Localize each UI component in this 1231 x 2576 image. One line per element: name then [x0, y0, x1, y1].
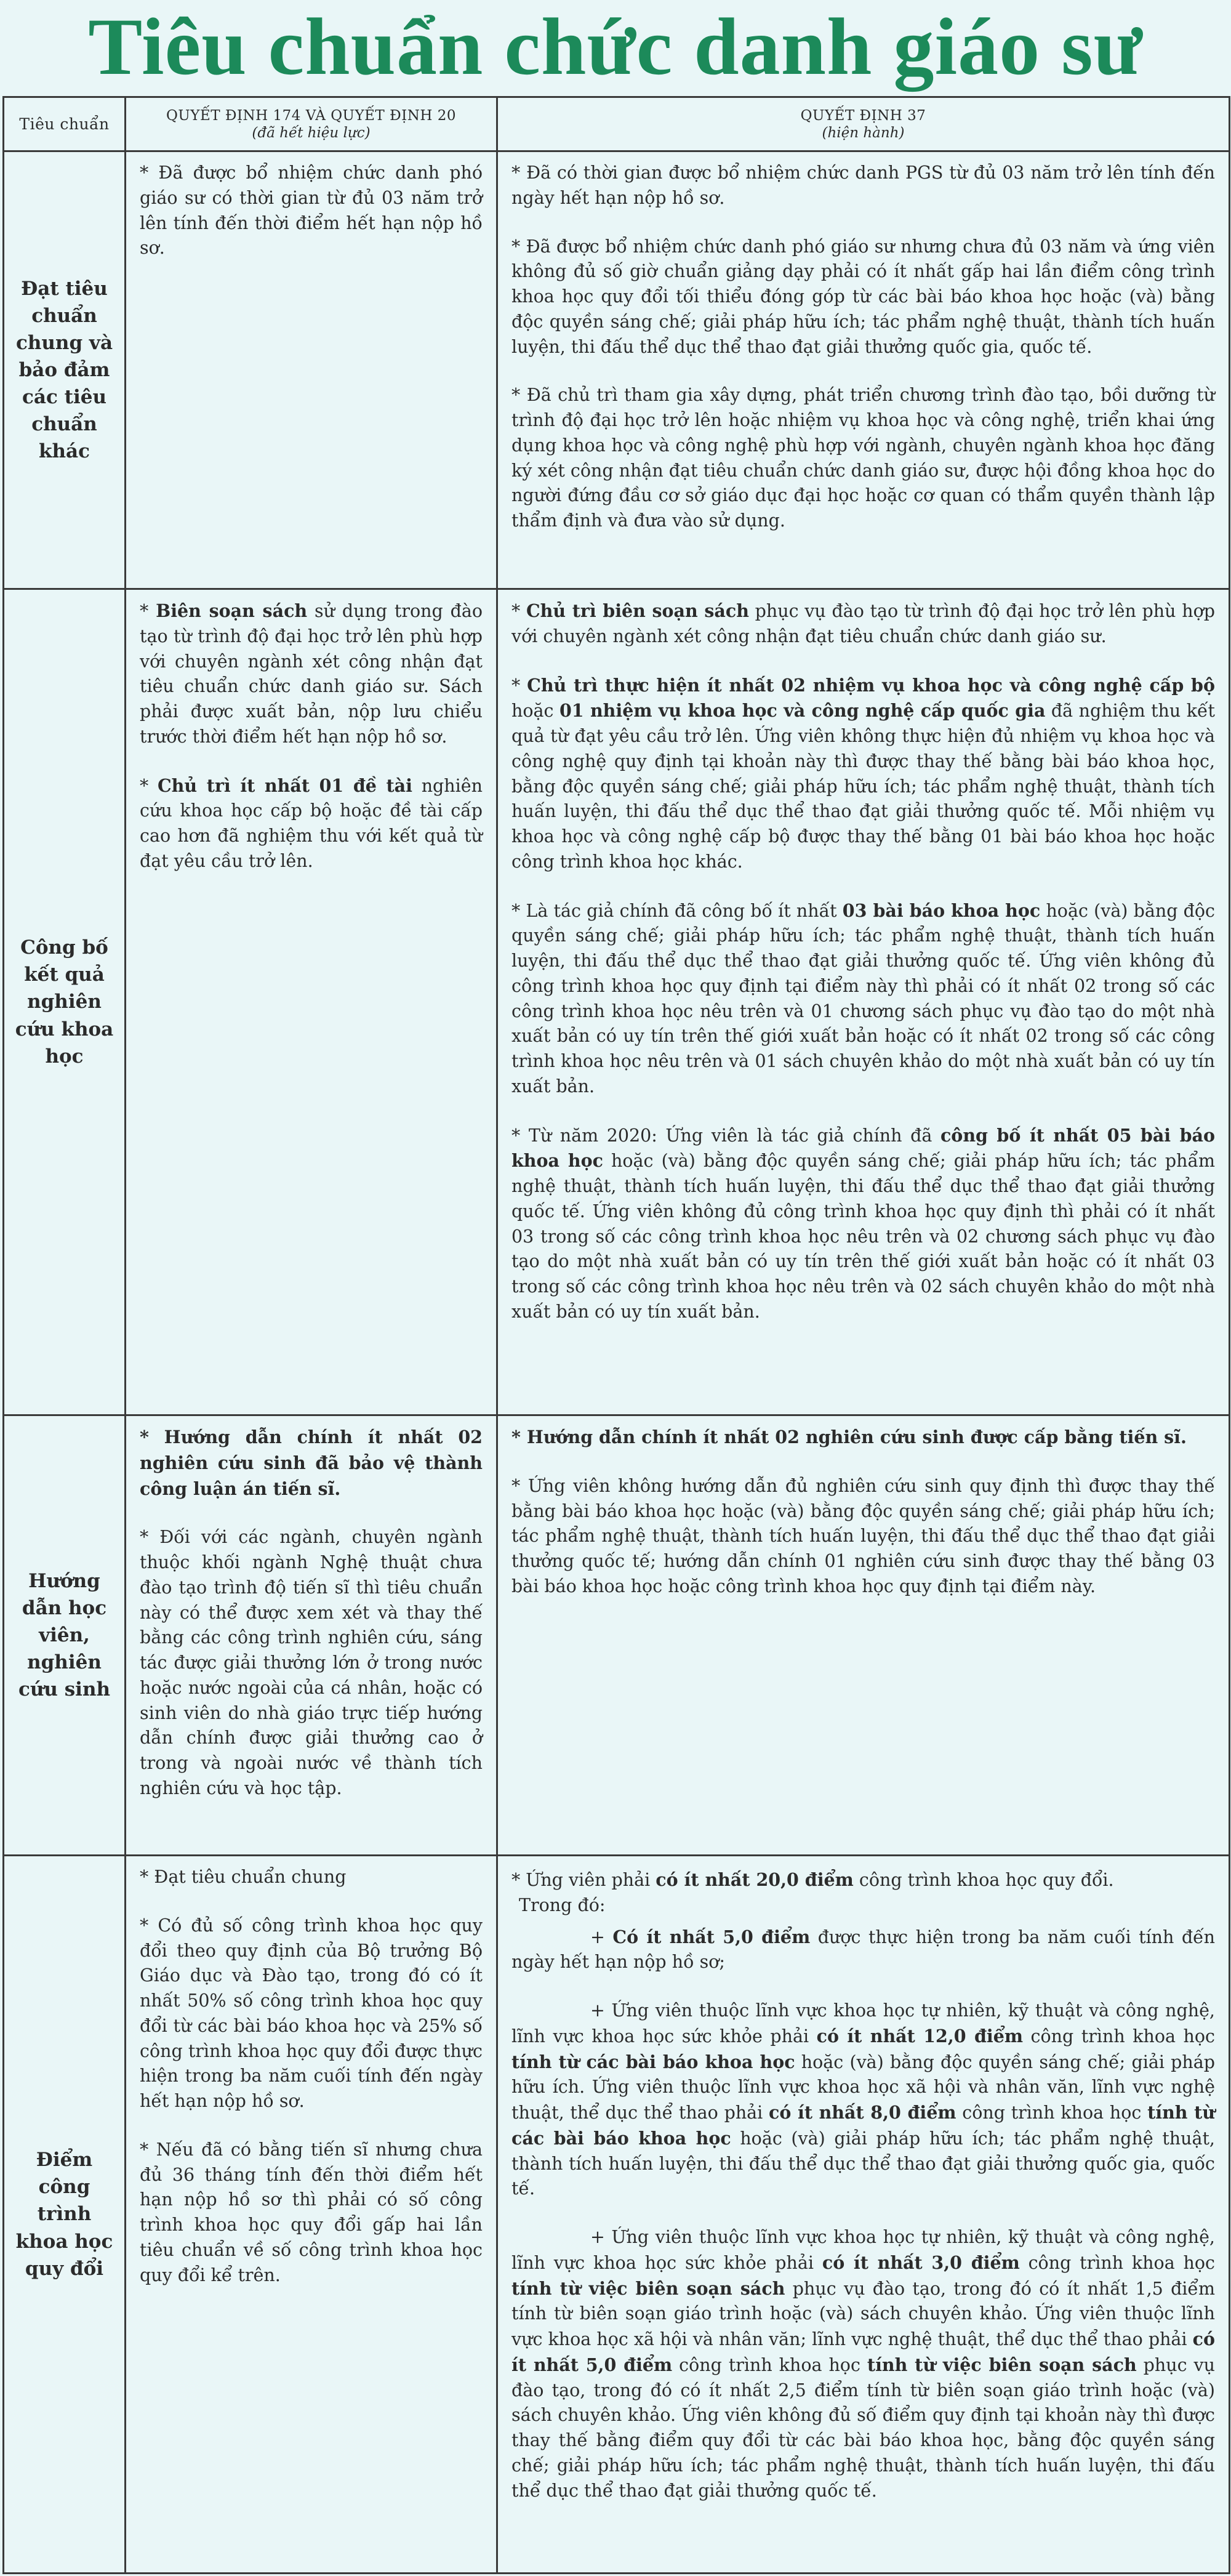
rule-paragraph [511, 1123, 1215, 1325]
rule-paragraph [140, 773, 483, 874]
old-rule-list [140, 1865, 483, 2288]
header-new-decision [497, 97, 1230, 151]
criteria-table [2, 96, 1230, 2574]
emphasis-text: Biên soạn sách [156, 600, 308, 621]
header-old-status: (đã hết hiệu lực) [252, 124, 371, 141]
rule-text: * [511, 675, 527, 696]
old-rule-cell [126, 1856, 497, 2574]
rule-paragraph [140, 1425, 483, 1502]
emphasis-text: Có ít nhất 5,0 điểm [612, 1926, 811, 1947]
criterion-cell: Điểm công trình khoa học quy đổi [4, 1856, 126, 2574]
emphasis-text: * Hướng dẫn chính ít nhất 02 nghiên cứu sinh được cấp bằng tiến sĩ. [511, 1427, 1187, 1447]
table-row [4, 1856, 1230, 2574]
rule-text: * Là tác giả chính đã công bố ít nhất [511, 900, 843, 921]
rule-text: * Ứng viên phải [511, 1870, 656, 1890]
rule-text: * Đã chủ trì tham gia xây dựng, phát triển chương trình đào tạo, bồi dưỡng từ trình độ đại học trở lên hoặc nhiệm vụ khoa học và công nghệ, triển khai ứng dụng khoa học và công nghệ phù hợp với ngành, chuyên ngành khoa học đăng ký xét công nhận đạt tiêu chuẩn chức danh giáo sư, được hội đồng khoa học do người đứng đầu cơ sở giáo dục đại học hoặc cơ quan có thẩm quyền thành lập thẩm định và đưa vào sử dụng. [511, 385, 1215, 531]
emphasis-text: có ít nhất 12,0 điểm [816, 2025, 1024, 2047]
rule-text: * [140, 775, 158, 796]
table-row [4, 589, 1230, 1415]
old-rule-list [140, 598, 483, 874]
criterion-cell: Công bố kết quả nghiên cứu khoa học [4, 589, 126, 1415]
emphasis-text: có ít nhất 8,0 điểm [769, 2102, 956, 2123]
rule-text: nghiên cứu khoa học cấp bộ hoặc đề tài cấp cao hơn đã nghiệm thu với kết quả từ đạt yêu cầu trở lên. [140, 775, 483, 871]
new-rule-cell [497, 1415, 1230, 1856]
rule-text: hoặc (và) bằng độc quyền sáng chế; giải pháp hữu ích; tác phẩm nghệ thuật, thành tích huấn luyện, thi đấu thể dục thể thao đạt giải thưởng quốc tế. Ứng viên không đủ công trình khoa học quy định thì phải có ít nhất 03 trong số các công trình khoa học nêu trên và 02 chương sách phục vụ đào tạo do một nhà xuất bản có uy tín trên thế giới xuất bản hoặc có ít nhất 03 trong số các công trình khoa học nêu trên và 02 sách chuyên khảo do một nhà xuất bản có uy tín xuất bản. [511, 1151, 1216, 1322]
rule-paragraph [140, 1525, 483, 1801]
rule-text: * Đối với các ngành, chuyên ngành thuộc khối ngành Nghệ thuật chưa đào tạo trình độ tiến sĩ thì tiêu chuẩn này có thể được xem xét và thay thế bằng các công trình nghiên cứu, sáng tác được giải thưởng lớn ở trong nước hoặc nước ngoài của cá nhân, hoặc có sinh viên do nhà giáo trực tiếp hướng dẫn chính được giải thưởng cao ở trong và ngoài nước về thành tích nghiên cứu và học tập. [140, 1527, 483, 1798]
rule-paragraph [511, 161, 1215, 211]
rule-text: * Đã được bổ nhiệm chức danh phó giáo sư nhưng chưa đủ 03 năm và ứng viên không đủ số giờ chuẩn giảng dạy phải có ít nhất gấp hai lần điểm công trình khoa học quy đổi tối thiểu đóng góp từ các bài báo khoa học hoặc (và) bằng độc quyền sáng chế; giải pháp hữu ích; tác phẩm nghệ thuật, thành tích huấn luyện, thi đấu thể dục thể thao đạt giải thưởng quốc gia, quốc tế. [511, 236, 1215, 357]
rule-text: * Ứng viên không hướng dẫn đủ nghiên cứu sinh quy định thì được thay thế bằng bài báo khoa học hoặc (và) bằng độc quyền sáng chế; giải pháp hữu ích; tác phẩm nghệ thuật, thành tích huấn luyện, thi đấu thể dục thể thao đạt giải thưởng quốc tế; hướng dẫn chính 01 nghiên cứu sinh được thay thế bằng 03 bài báo khoa học hoặc công trình khoa học quy định tại điểm này. [511, 1475, 1215, 1596]
emphasis-text: Chủ trì thực hiện ít nhất 02 nhiệm vụ khoa học và công nghệ cấp bộ [527, 674, 1215, 696]
rule-text: * Đạt tiêu chuẩn chung [140, 1867, 347, 1887]
rule-paragraph [140, 1865, 483, 1890]
new-rule-item [511, 1925, 1215, 1976]
new-rule-cell [497, 151, 1230, 589]
emphasis-text: tính từ việc biên soạn sách [867, 2354, 1137, 2375]
emphasis-text: * Hướng dẫn chính ít nhất 02 nghiên cứu sinh đã bảo vệ thành công luận án tiến sĩ. [140, 1427, 483, 1499]
rule-text: hoặc (và) bằng độc quyền sáng chế; giải pháp hữu ích. Ứng viên thuộc lĩnh vực khoa học xã hội và nhân văn, lĩnh vực nghệ thuật, thể dục thể thao phải [511, 2051, 1215, 2123]
header-old-title: QUYẾT ĐỊNH 174 VÀ QUYẾT ĐỊNH 20 [166, 107, 456, 124]
new-rule-cell [497, 1856, 1230, 2574]
new-rule-list [511, 1425, 1215, 1600]
rule-text: + [590, 1926, 613, 1947]
rule-paragraph [511, 383, 1215, 534]
emphasis-text: tính từ các bài báo khoa học [511, 2102, 1215, 2149]
rule-text: + Ứng viên thuộc lĩnh vực khoa học tự nhiên, kỹ thuật và công nghệ, lĩnh vực khoa học sức khỏe phải [511, 2000, 1215, 2047]
rule-text: hoặc (và) giải pháp hữu ích; tác phẩm nghệ thuật, thành tích huấn luyện, thi đấu thể dục thể thao đạt giải thưởng quốc gia, quốc tế. [511, 2128, 1215, 2199]
old-rule-cell [126, 151, 497, 589]
emphasis-text: Chủ trì ít nhất 01 đề tài [158, 775, 412, 796]
rule-paragraph [511, 898, 1215, 1100]
rule-text: được thực hiện trong ba năm cuối tính đến ngày hết hạn nộp hồ sơ; [511, 1926, 1215, 1973]
table-row [4, 1415, 1230, 1856]
rule-text: * Đã được bổ nhiệm chức danh phó giáo sư có thời gian từ đủ 03 năm trở lên tính đến thời điểm hết hạn nộp hồ sơ. [140, 163, 483, 259]
emphasis-text: 03 bài báo khoa học [842, 900, 1041, 921]
rule-paragraph [140, 598, 483, 750]
rule-text: sử dụng trong đào tạo từ trình độ đại học trở lên phù hợp với chuyên ngành xét công nhận đạt tiêu chuẩn chức danh giáo sư. Sách phải được xuất bản, nộp lưu chiểu trước thời điểm hết hạn nộp hồ sơ. [140, 601, 483, 747]
old-rule-list [140, 161, 483, 261]
old-rule-cell [126, 1415, 497, 1856]
header-old-decision [126, 97, 497, 151]
criterion-cell: Hướng dẫn học viên, nghiên cứu sinh [4, 1415, 126, 1856]
table-header-row [4, 97, 1230, 151]
emphasis-text: tính từ việc biên soạn sách [511, 2277, 785, 2299]
new-rule-item [511, 2225, 1215, 2503]
new-rule-cell [497, 589, 1230, 1415]
new-rule-list [511, 161, 1215, 534]
rule-text: phục vụ đào tạo, trong đó có ít nhất 1,5 điểm tính từ biên soạn giáo trình hoặc (và) sách chuyên khảo. Ứng viên thuộc lĩnh vực khoa học xã hội và nhân văn; lĩnh vực nghệ thuật, thể dục thể thao phải [511, 2278, 1215, 2349]
rule-text: công trình khoa học [1023, 2026, 1216, 2047]
rule-paragraph [511, 673, 1215, 875]
rule-text: * Có đủ số công trình khoa học quy đổi theo quy định của Bộ trưởng Bộ Giáo dục và Đào tạo, trong đó có ít nhất 50% số công trình khoa học quy đổi từ các bài báo khoa học và 25% số công trình khoa học quy đổi được thực hiện trong ba năm cuối tính đến ngày hết hạn nộp hồ sơ. [140, 1915, 483, 2111]
rule-paragraph [511, 1474, 1215, 1600]
emphasis-text: có ít nhất 5,0 điểm [511, 2328, 1215, 2375]
header-new-status: (hiện hành) [822, 124, 905, 141]
new-rule-item [511, 1998, 1215, 2202]
emphasis-text: tính từ các bài báo khoa học [511, 2051, 795, 2072]
rule-paragraph [511, 598, 1215, 650]
rule-text: phục vụ đào tạo từ trình độ đại học trở lên phù hợp với chuyên ngành xét công nhận đạt tiêu chuẩn chức danh giáo sư. [511, 601, 1215, 646]
rule-text: đã nghiệm thu kết quả từ đạt yêu cầu trở lên. Ứng viên không thực hiện đủ nhiệm vụ khoa học và công nghệ quy định tại khoản này thì được thay thế bằng bài báo khoa học, bằng độc quyền sáng chế; giải pháp hữu ích; tác phẩm nghệ thuật, thành tích huấn luyện, thi đấu thể dục thể thao đạt giải thưởng quốc tế. Mỗi nhiệm vụ khoa học và công nghệ cấp bộ được thay thế bằng 01 bài báo khoa học hoặc công trình khoa học khác. [511, 701, 1215, 872]
header-new-title: QUYẾT ĐỊNH 37 [800, 107, 926, 124]
old-rule-list [140, 1425, 483, 1801]
rule-paragraph [511, 235, 1215, 360]
rule-text: * Đã có thời gian được bổ nhiệm chức danh PGS từ đủ 03 năm trở lên tính đến ngày hết hạn nộp hồ sơ. [511, 163, 1215, 208]
rule-paragraph [511, 1425, 1215, 1451]
header-criterion: Tiêu chuẩn [4, 97, 126, 151]
emphasis-text: có ít nhất 20,0 điểm [656, 1869, 854, 1890]
rule-text: * Từ năm 2020: Ứng viên là tác giả chính đã [511, 1125, 940, 1146]
rule-paragraph [140, 161, 483, 261]
criterion-cell: Đạt tiêu chuẩn chung và bảo đảm các tiêu chuẩn khác [4, 151, 126, 589]
rule-paragraph [140, 2138, 483, 2288]
new-rule-subheading: Trong đó: [519, 1894, 606, 1915]
page-title: Tiêu chuẩn chức danh giáo sư [88, 1, 1143, 92]
rule-text: hoặc [511, 701, 559, 722]
emphasis-text: 01 nhiệm vụ khoa học và công nghệ cấp quốc gia [559, 700, 1046, 722]
rule-text: hoặc (và) bằng độc quyền sáng chế; giải pháp hữu ích; tác phẩm nghệ thuật, thành tích huấn luyện, thi đấu thể dục thể thao đạt giải thưởng quốc tế. Ứng viên không đủ công trình khoa học quy định tại điểm này thì phải có ít nhất 02 trong số các công trình khoa học nêu trên và 01 chương sách phục vụ đào tạo do một nhà xuất bản có uy tín trên thế giới xuất bản hoặc có ít nhất 02 trong số các công trình khoa học nêu trên và 01 sách chuyên khảo do một nhà xuất bản có uy tín xuất bản. [511, 900, 1215, 1097]
rule-text: * [511, 601, 526, 621]
rule-paragraph [140, 1914, 483, 2114]
rule-text: * [140, 601, 156, 621]
rule-text: phục vụ đào tạo, trong đó có ít nhất 2,5 điểm tính từ biên soạn giáo trình hoặc (và) sách chuyên khảo. Ứng viên không đủ số điểm quy định tại khoản này thì được thay thế bằng điểm quy đổi từ các bài báo khoa học, bằng độc quyền sáng chế; giải pháp hữu ích; tác phẩm nghệ thuật, thành tích huấn luyện, thi đấu thể dục thể thao đạt giải thưởng quốc tế. [511, 2354, 1215, 2501]
new-rule-intro [511, 1867, 1215, 1893]
rule-text: công trình khoa học quy đổi. [853, 1870, 1114, 1890]
new-rule-list [511, 598, 1215, 1325]
old-rule-cell [126, 589, 497, 1415]
emphasis-text: công bố ít nhất 05 bài báo khoa học [511, 1124, 1215, 1172]
rule-text: công trình khoa học [956, 2103, 1148, 2123]
emphasis-text: có ít nhất 3,0 điểm [822, 2252, 1020, 2273]
rule-text: công trình khoa học [672, 2354, 867, 2375]
rule-text: công trình khoa học [1019, 2252, 1216, 2273]
table-row [4, 151, 1230, 589]
emphasis-text: Chủ trì biên soạn sách [526, 600, 749, 621]
rule-text: + Ứng viên thuộc lĩnh vực khoa học tự nhiên, kỹ thuật và công nghệ, lĩnh vực khoa học sức khỏe phải [511, 2227, 1215, 2273]
rule-text: * Nếu đã có bằng tiến sĩ nhưng chưa đủ 36 tháng tính đến thời điểm hết hạn nộp hồ sơ thì phải có số công trình khoa học quy đổi gấp hai lần tiêu chuẩn về số công trình khoa học quy đổi kể trên. [140, 2139, 483, 2285]
